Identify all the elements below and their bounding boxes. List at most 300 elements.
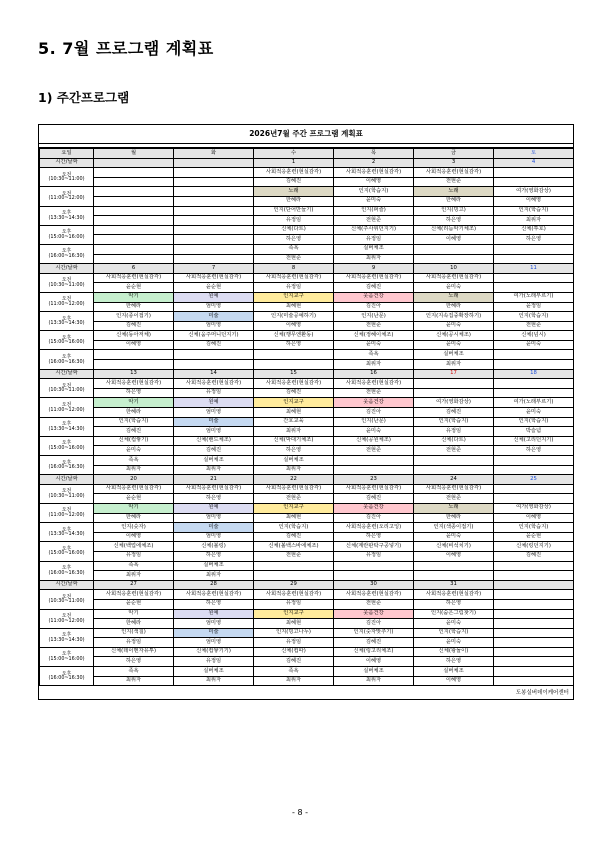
date-cell: 8	[254, 264, 334, 274]
time-range-label: (10:30~11:00)	[48, 492, 85, 499]
staff-cell	[494, 599, 574, 609]
program-cell: 여가(영화감상)	[414, 398, 494, 408]
staff-cell: 김혜진	[254, 532, 334, 542]
center-name: 도봉실버데이케어센터	[515, 690, 569, 696]
staff-cell: 윤순현	[94, 283, 174, 293]
program-cell	[494, 647, 574, 657]
staff-cell: 한혜라	[94, 619, 174, 629]
staff-cell: 윤미숙	[414, 532, 494, 542]
time-slot-cell	[40, 292, 94, 311]
program-cell: 사회적응훈련(현실감각)	[334, 590, 414, 600]
program-cell: 인지(학습지)	[494, 312, 574, 322]
program-cell: 인지(학습지)	[494, 523, 574, 533]
time-period-label: 오후	[61, 670, 72, 677]
program-row	[40, 647, 574, 657]
staff-cell	[94, 235, 174, 245]
time-period-label: 오전	[61, 507, 72, 514]
time-period-label: 오후	[61, 421, 72, 428]
program-cell: 미술	[174, 523, 254, 533]
staff-cell: 엄미영	[174, 302, 254, 312]
staff-cell: 유정임	[174, 388, 254, 398]
program-cell	[494, 244, 574, 254]
time-slot-cell	[40, 187, 94, 206]
program-row	[40, 206, 574, 216]
program-cell: 사회적응훈련(현실감각)	[174, 484, 254, 494]
staff-cell: 유정임	[174, 657, 254, 667]
date-cell: 25	[494, 475, 574, 485]
program-cell: 신체(볼링)	[174, 542, 254, 552]
date-cell: 21	[174, 475, 254, 485]
program-cell: 족욕	[94, 667, 174, 677]
staff-cell: 유정임	[254, 283, 334, 293]
program-cell: 인지(난문)	[334, 312, 414, 322]
date-cell: 1	[254, 158, 334, 168]
staff-cell: 김혜진	[94, 427, 174, 437]
time-date-label: 시간/날짜	[40, 158, 94, 168]
staff-cell: 하은영	[494, 446, 574, 456]
date-cell: 4	[494, 158, 574, 168]
program-cell: 사회적응훈련(현실감각)	[414, 484, 494, 494]
program-row	[40, 561, 574, 571]
time-range-label: (16:00~16:30)	[48, 464, 85, 471]
staff-cell: 최위자	[174, 571, 254, 581]
staff-cell: 윤미숙	[414, 283, 494, 293]
program-cell	[414, 379, 494, 389]
time-period-label: 오전	[61, 296, 72, 303]
staff-cell	[254, 571, 334, 581]
staff-cell	[494, 638, 574, 648]
staff-cell: 김혜진	[494, 551, 574, 561]
staff-row	[40, 235, 574, 245]
time-range-label: (11:00~12:00)	[48, 512, 85, 519]
program-cell: 인지(숫자맞추기)	[334, 628, 414, 638]
program-cell: 인지(학습지)	[254, 523, 334, 533]
program-cell	[94, 244, 174, 254]
staff-cell: 전현준	[334, 599, 414, 609]
staff-cell: 윤미숙	[94, 446, 174, 456]
staff-cell	[494, 619, 574, 629]
staff-cell: 유정임	[254, 216, 334, 226]
weekday-header-cell: 목	[334, 149, 414, 159]
time-slot-cell	[40, 168, 94, 187]
staff-cell	[94, 254, 174, 264]
staff-cell: 이혜영	[494, 196, 574, 206]
time-period-label: 오후	[61, 545, 72, 552]
program-cell: 실버체조	[174, 456, 254, 466]
staff-cell: 한혜라	[414, 196, 494, 206]
program-row	[40, 187, 574, 197]
program-cell: 신체(계란판탁구공넣기)	[334, 542, 414, 552]
staff-cell: 하은영	[414, 657, 494, 667]
staff-cell	[414, 388, 494, 398]
program-cell: 인지(색칠)	[94, 628, 174, 638]
program-cell: 사회적응훈련(현실감각)	[334, 484, 414, 494]
date-cell: 28	[174, 580, 254, 590]
staff-cell: 윤순현	[174, 283, 254, 293]
program-cell: 사회적응훈련(현실감각)	[94, 590, 174, 600]
date-cell: 3	[414, 158, 494, 168]
staff-cell	[174, 177, 254, 187]
staff-cell: 김진아	[334, 513, 414, 523]
date-cell: 14	[174, 369, 254, 379]
date-cell: 16	[334, 369, 414, 379]
program-cell: 노래	[414, 187, 494, 197]
time-date-label: 시간/날짜	[40, 580, 94, 590]
staff-row	[40, 408, 574, 418]
date-cell: 9	[334, 264, 414, 274]
time-slot-cell	[40, 503, 94, 522]
time-range-label: (15:00~16:00)	[48, 550, 85, 557]
program-cell	[94, 206, 174, 216]
time-period-label: 오후	[61, 229, 72, 236]
staff-cell: 윤미숙	[334, 196, 414, 206]
program-cell: 신체(공원체조)	[334, 436, 414, 446]
staff-cell: 하은영	[414, 599, 494, 609]
date-cell: 29	[254, 580, 334, 590]
program-cell: 신체(고리던지기)	[494, 436, 574, 446]
program-row	[40, 273, 574, 283]
staff-cell: 전현준	[334, 216, 414, 226]
date-cell: 20	[94, 475, 174, 485]
staff-row	[40, 302, 574, 312]
page-number: - 8 -	[292, 808, 308, 817]
program-cell: 신체(투호)	[494, 225, 574, 235]
staff-cell: 윤미숙	[414, 340, 494, 350]
program-cell	[494, 667, 574, 677]
staff-cell: 최위자	[254, 427, 334, 437]
program-cell: 사회적응훈련(현실감각)	[254, 484, 334, 494]
staff-cell: 유정임	[414, 427, 494, 437]
staff-cell	[334, 465, 414, 475]
staff-cell: 윤미숙	[414, 638, 494, 648]
program-cell	[414, 561, 494, 571]
program-cell: 인지교구	[254, 609, 334, 619]
program-cell: 인지(숫자)	[94, 523, 174, 533]
program-cell: 실버체조	[334, 667, 414, 677]
staff-row	[40, 446, 574, 456]
staff-row	[40, 427, 574, 437]
time-period-label: 오전	[61, 488, 72, 495]
time-period-label: 오후	[61, 459, 72, 466]
staff-cell: 이혜영	[334, 657, 414, 667]
program-row	[40, 244, 574, 254]
program-cell: 사회적응훈련(현실감각)	[414, 168, 494, 178]
weekday-header-cell: 금	[414, 149, 494, 159]
time-slot-cell	[40, 523, 94, 542]
staff-row	[40, 321, 574, 331]
time-range-label: (16:00~16:30)	[48, 569, 85, 576]
staff-cell	[414, 465, 494, 475]
program-cell: 웃음건강	[334, 609, 414, 619]
time-range-label: (15:00~16:00)	[48, 233, 85, 240]
staff-cell: 김혜진	[334, 283, 414, 293]
staff-cell: 유정임	[94, 638, 174, 648]
date-cell: 31	[414, 580, 494, 590]
program-cell: 사회적응훈련(현실감각)	[334, 379, 414, 389]
program-cell	[254, 561, 334, 571]
program-cell: 족욕	[254, 244, 334, 254]
program-cell	[494, 350, 574, 360]
program-cell: 사회적응훈련(현실감각)	[94, 379, 174, 389]
program-cell: 신체(넘시)	[494, 331, 574, 341]
program-row	[40, 379, 574, 389]
staff-cell: 김진아	[334, 619, 414, 629]
program-cell	[174, 244, 254, 254]
subsection-heading: 1) 주간프로그램	[38, 90, 130, 105]
staff-cell: 하은영	[94, 657, 174, 667]
program-row	[40, 417, 574, 427]
staff-cell: 전현준	[334, 388, 414, 398]
program-cell: 인지(학습지)	[334, 187, 414, 197]
time-slot-cell	[40, 398, 94, 417]
program-cell: 실버체조	[174, 667, 254, 677]
program-row	[40, 456, 574, 466]
staff-row	[40, 532, 574, 542]
program-cell: 인지(퍼즐)	[334, 206, 414, 216]
time-period-label: 오전	[61, 382, 72, 389]
time-range-label: (13:30~14:30)	[48, 425, 85, 432]
date-cell: 18	[494, 369, 574, 379]
time-slot-cell	[40, 456, 94, 475]
program-cell	[94, 168, 174, 178]
date-cell: 23	[334, 475, 414, 485]
date-cell: 22	[254, 475, 334, 485]
date-cell: 15	[254, 369, 334, 379]
time-range-label: (13:30~14:30)	[48, 531, 85, 538]
program-cell	[254, 350, 334, 360]
staff-cell: 엄미영	[174, 321, 254, 331]
program-cell	[414, 244, 494, 254]
time-period-label: 오후	[61, 353, 72, 360]
program-cell: 인지(빙고나누)	[254, 628, 334, 638]
weekday-header-cell: 수	[254, 149, 334, 159]
date-row	[40, 475, 574, 485]
staff-cell: 엄미영	[174, 408, 254, 418]
staff-cell: 전현준	[334, 446, 414, 456]
program-cell: 실버체조	[334, 244, 414, 254]
program-cell: 신체(막대기체조)	[254, 436, 334, 446]
staff-cell	[174, 196, 254, 206]
staff-cell: 김혜진	[174, 340, 254, 350]
time-period-label: 오후	[61, 440, 72, 447]
program-cell: 신체(왕놀이)	[414, 647, 494, 657]
program-cell	[494, 561, 574, 571]
program-cell: 인지(색종이접기)	[414, 523, 494, 533]
program-cell: 노래	[414, 503, 494, 513]
staff-cell: 유정임	[254, 599, 334, 609]
program-cell: 미술	[174, 628, 254, 638]
staff-cell: 하은영	[254, 235, 334, 245]
time-date-label: 시간/날짜	[40, 475, 94, 485]
time-slot-cell	[40, 206, 94, 225]
program-row	[40, 168, 574, 178]
staff-cell: 하은영	[174, 599, 254, 609]
time-range-label: (16:00~16:30)	[48, 358, 85, 365]
time-range-label: (15:00~16:00)	[48, 339, 85, 346]
section-heading: 5. 7월 프로그램 계획표	[38, 39, 214, 58]
staff-cell	[494, 388, 574, 398]
staff-cell	[414, 571, 494, 581]
program-cell: 여가(영화감상)	[494, 187, 574, 197]
time-slot-cell	[40, 225, 94, 244]
time-date-label: 시간/날짜	[40, 369, 94, 379]
program-cell: 원예	[174, 609, 254, 619]
program-cell: 신체(백업에체조)	[94, 542, 174, 552]
staff-cell: 엄미영	[174, 532, 254, 542]
time-range-label: (10:30~11:00)	[48, 598, 85, 605]
program-cell: 실버체조	[174, 561, 254, 571]
program-cell: 악기	[94, 609, 174, 619]
staff-cell: 윤미숙	[494, 408, 574, 418]
time-period-label: 오전	[61, 171, 72, 178]
time-slot-cell	[40, 331, 94, 350]
program-cell: 사회적응훈련(현실감각)	[254, 590, 334, 600]
time-range-label: (13:30~14:30)	[48, 636, 85, 643]
program-cell: 인지(학습지)	[494, 417, 574, 427]
program-cell: 인지(난문)	[334, 417, 414, 427]
staff-cell: 최혜현	[254, 408, 334, 418]
time-period-label: 오전	[61, 277, 72, 284]
time-slot-cell	[40, 647, 94, 666]
program-cell: 인지(학습지)	[494, 206, 574, 216]
program-row	[40, 398, 574, 408]
program-cell: 신체(행무엔환동)	[254, 331, 334, 341]
staff-cell: 윤미숙	[334, 340, 414, 350]
staff-row	[40, 571, 574, 581]
program-cell	[414, 456, 494, 466]
program-cell	[334, 561, 414, 571]
program-cell: 사회적응훈련(현실감각)	[254, 168, 334, 178]
program-cell: 사회적응훈련(현실감각)	[334, 168, 414, 178]
program-cell: 노래	[414, 292, 494, 302]
date-row	[40, 158, 574, 168]
staff-cell: 윤정임	[494, 302, 574, 312]
program-row	[40, 590, 574, 600]
time-period-label: 오후	[61, 632, 72, 639]
date-cell: 30	[334, 580, 414, 590]
staff-cell: 유정임	[334, 551, 414, 561]
staff-row	[40, 388, 574, 398]
staff-cell: 이혜영	[414, 551, 494, 561]
program-row	[40, 312, 574, 322]
time-slot-cell	[40, 417, 94, 436]
program-row	[40, 542, 574, 552]
staff-cell: 유정임	[334, 235, 414, 245]
staff-cell: 전현준	[414, 177, 494, 187]
staff-cell: 이혜영	[94, 532, 174, 542]
program-cell	[174, 350, 254, 360]
program-row	[40, 436, 574, 446]
program-cell	[94, 350, 174, 360]
program-cell: 악기	[94, 398, 174, 408]
staff-cell: 김혜진	[414, 408, 494, 418]
program-row	[40, 331, 574, 341]
staff-cell: 유정임	[94, 551, 174, 561]
program-cell: 인지(종이접기)	[94, 312, 174, 322]
program-cell: 사회적응훈련(현실감각)	[254, 379, 334, 389]
time-period-label: 오후	[61, 651, 72, 658]
staff-cell: 전현준	[254, 494, 334, 504]
staff-cell: 전현준	[414, 494, 494, 504]
staff-cell: 전현준	[254, 254, 334, 264]
staff-cell: 최혜현	[254, 619, 334, 629]
staff-cell: 최위자	[414, 360, 494, 370]
staff-cell: 한혜라	[414, 513, 494, 523]
program-cell: 신체(동아저체)	[94, 331, 174, 341]
program-cell: 신체(데이멘자유투)	[94, 647, 174, 657]
staff-cell	[494, 254, 574, 264]
staff-cell	[334, 571, 414, 581]
program-cell: 원예	[174, 292, 254, 302]
staff-cell: 김혜진	[254, 657, 334, 667]
staff-cell: 전현준	[494, 321, 574, 331]
staff-cell: 한혜라	[94, 408, 174, 418]
staff-cell	[494, 283, 574, 293]
staff-cell: 유정임	[254, 638, 334, 648]
program-cell: 실버체조	[254, 456, 334, 466]
staff-cell	[174, 235, 254, 245]
staff-cell: 윤순현	[494, 532, 574, 542]
program-row	[40, 609, 574, 619]
program-cell: 신체(움주머니던지기)	[174, 331, 254, 341]
program-cell	[494, 609, 574, 619]
staff-cell	[174, 254, 254, 264]
time-period-label: 오후	[61, 526, 72, 533]
date-cell: 11	[494, 264, 574, 274]
time-range-label: (13:30~14:30)	[48, 214, 85, 221]
program-cell: 미술	[174, 312, 254, 322]
date-cell	[174, 158, 254, 168]
staff-cell: 한혜라	[94, 513, 174, 523]
program-cell	[494, 168, 574, 178]
staff-cell	[494, 177, 574, 187]
program-cell: 인지(단어만들기)	[254, 206, 334, 216]
date-cell: 6	[94, 264, 174, 274]
date-row	[40, 264, 574, 274]
program-cell: 사회적응훈련(현실감각)	[254, 273, 334, 283]
staff-cell	[94, 196, 174, 206]
staff-cell	[494, 494, 574, 504]
program-cell: 신체(링던지기)	[494, 542, 574, 552]
program-cell: 족욕	[94, 456, 174, 466]
staff-cell: 김진아	[334, 302, 414, 312]
program-cell: 족욕	[254, 667, 334, 677]
time-range-label: (16:00~16:30)	[48, 675, 85, 682]
staff-cell: 이혜영	[494, 513, 574, 523]
date-cell	[94, 158, 174, 168]
staff-cell	[254, 360, 334, 370]
staff-cell: 이혜영	[414, 235, 494, 245]
program-row	[40, 628, 574, 638]
time-range-label: (10:30~11:00)	[48, 176, 85, 183]
staff-cell: 최위자	[94, 676, 174, 686]
program-cell: 웃음건강	[334, 398, 414, 408]
program-cell: 웃음건강	[334, 292, 414, 302]
program-cell	[494, 456, 574, 466]
time-slot-cell	[40, 590, 94, 609]
schedule-table	[39, 148, 574, 686]
date-cell: 7	[174, 264, 254, 274]
time-slot-cell	[40, 312, 94, 331]
time-period-label: 오전	[61, 593, 72, 600]
staff-cell: 하은영	[254, 446, 334, 456]
staff-row	[40, 340, 574, 350]
staff-cell	[174, 360, 254, 370]
time-slot-cell	[40, 561, 94, 580]
staff-cell: 최위자	[494, 216, 574, 226]
staff-cell: 한혜라	[414, 302, 494, 312]
staff-row	[40, 216, 574, 226]
